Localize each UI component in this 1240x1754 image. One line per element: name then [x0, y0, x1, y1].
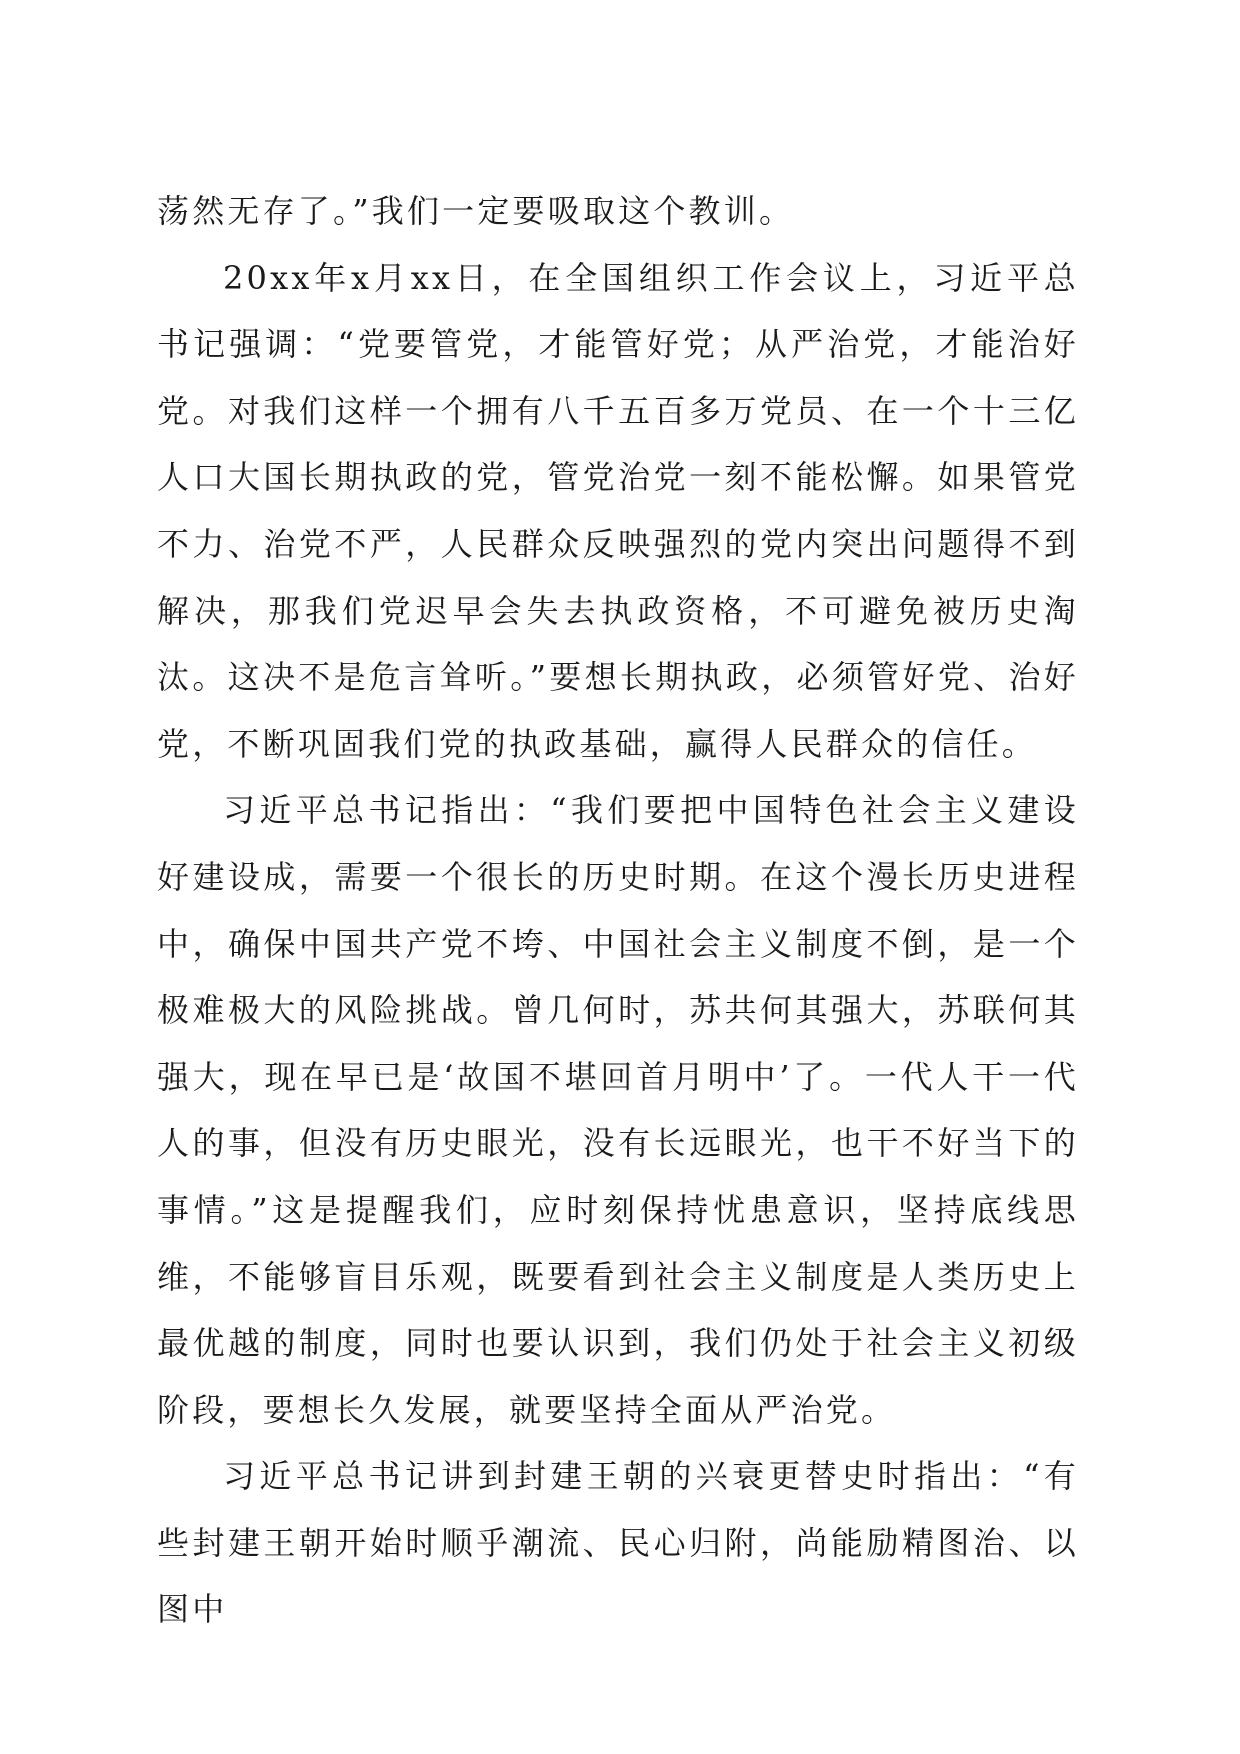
paragraph-4: 习近平总书记讲到封建王朝的兴衰更替史时指出：“有些封建王朝开始时顺乎潮流、民心归附，尚能励精图治、以图中 [157, 1457, 1079, 1629]
document-body [157, 178, 1079, 1643]
paragraph-2: 20xx年x月xx日，在全国组织工作会议上，习近平总书记强调：“党要管党，才能管好党；从严治党，才能治好党。对我们这样一个拥有八千五百多万党员、在一个十三亿人口大国长期执政的党，管党治党一刻不能松懈。如果管党不力、治党不严，人民群众反映强烈的党内突出问题得不到解决，那我们党迟早会失去执政资格，不可避免被历史淘汰。这决不是危言耸听。”要想长期执政，必须管好党、治好党，不断巩固我们党的执政基础，赢得人民群众的信任。 [157, 258, 1079, 763]
paragraph-1: 荡然无存了。”我们一定要吸取这个教训。 [157, 192, 795, 230]
paragraph-3: 习近平总书记指出：“我们要把中国特色社会主义建设好建设成，需要一个很长的历史时期。在这个漫长历史进程中，确保中国共产党不垮、中国社会主义制度不倒，是一个极难极大的风险挑战。曾几何时，苏共何其强大，苏联何其强大，现在早已是‘故国不堪回首月明中’了。一代人干一代人的事，但没有历史眼光，没有长远眼光，也干不好当下的事情。”这是提醒我们，应时刻保持忧患意识，坚持底线思维，不能够盲目乐观，既要看到社会主义制度是人类历史上最优越的制度，同时也要认识到，我们仍处于社会主义初级阶段，要想长久发展，就要坚持全面从严治党。 [157, 791, 1079, 1429]
